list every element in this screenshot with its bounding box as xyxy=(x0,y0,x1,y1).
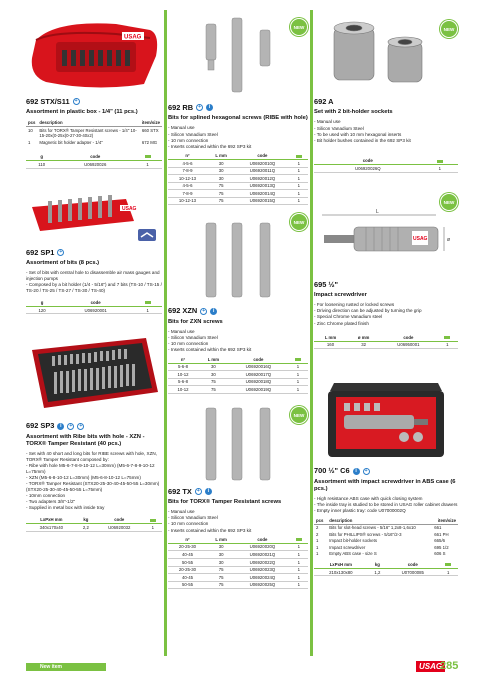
product-photo-695 xyxy=(314,199,458,277)
svg-text:USAG: USAG xyxy=(413,235,428,242)
product-title: Impact screwdriver xyxy=(314,291,367,298)
spec-table: n° L mm code 4-5-6 30 U06920010Q 1 7-8-9 30 U06920011Q 1 10-12-13 30 U06920012Q 1 4-5-6 75 U06920013Q 1 7-8-9 75 U06920014Q 1 10-12-13 75 U06920015Q 1 xyxy=(168,153,308,206)
product-title: Assortment with Ribe bits with hole - XZN - TORX® Tamper Resistant (40 pcs.) xyxy=(26,433,145,447)
feature-list: - Manual use - Silicon Vanadium Steel - 10 mm connection - Inserts contained within the 692 SP3 kit xyxy=(168,329,308,353)
table-row: 2 Bits for PHILLIPS® screws - 5/16"/2-3 661 PH xyxy=(316,531,449,537)
info-icon: + xyxy=(196,104,203,111)
spec-table: n° L mm code 20-25-30 30 U06920020Q 1 40-45 30 U06920021Q 1 50-55 30 U06920022Q 1 20-25-30 75 U06920023Q 1 40-45 75 U06920024Q 1 50-55 75 U06920025Q 1 xyxy=(168,536,308,589)
info-icon: + xyxy=(363,468,370,475)
new-badge: NEW xyxy=(290,18,308,36)
product-title: Bits for ZXN screws xyxy=(168,318,223,325)
info-icon: i xyxy=(206,104,213,111)
table-row: 10-12 75 U06920019Q 1 xyxy=(168,386,308,394)
table-row: 1 Impact screwdriver 695 1/2 xyxy=(316,544,449,550)
table-row: 1 Empty ABS case - size S 606 S xyxy=(316,551,446,557)
product-code-692-xzn: 692 XZN + i xyxy=(168,306,308,315)
table-row: 10-12 30 U06920017Q 1 xyxy=(168,371,308,379)
table-row: 1 Magnetic bit holder adapter - 1/4" 672 MG xyxy=(28,139,158,145)
product-code-692-stx: 692 STX/S11 + xyxy=(26,97,162,106)
table-row: 120 U06920001 1 xyxy=(26,306,162,314)
spec-table: n° L mm code 5-6-8 30 U06920016Q 1 10-12 30 U06920017Q 1 5-6-8 75 U06920018Q 1 10-12 75 U06920019Q 1 xyxy=(168,356,308,394)
svg-text:USAG: USAG xyxy=(124,34,142,41)
feature-list: - Manual use - Silicon Vanadium Steel - 10 mm connection - Inserts contained within the 692 SP3 kit xyxy=(168,509,308,533)
feature-list: - Set of bits with central hole to disassemble air mass gauges and injection pumps - Composed by a bit holder (1/4 - 5/16") and 7 bits (TS-10 / TS-15 / TS-20 / TS-25 / TS-27 / TS-30 / TS-40) xyxy=(26,270,162,293)
feature-list: - Manual use - Silicon Vanadium Steel - To be used with 10 mm hexagonal inserts - Bit holder bushes contained in the 692 SP3 kit xyxy=(314,119,458,143)
product-photo-692-tx xyxy=(168,400,308,484)
spec-table: L mm ø mm code 160 32 U06950001 1 xyxy=(314,334,458,349)
table-row: 50-55 75 U06920025Q 1 xyxy=(168,581,308,589)
table-row: 340x170x40 2,2 U06920032 1 xyxy=(26,524,162,532)
brand-logo: USAG xyxy=(416,661,445,672)
product-photo-692-sp3 xyxy=(26,328,162,418)
feature-list: - High resistance ABS case with quick closing system - The inside tray is studied to be stored in USAG roller cabinet drawers - Empty inner plastic tray: code U07000002Q xyxy=(314,496,458,514)
table-row: 20-25-30 30 U06920020Q 1 xyxy=(168,543,308,551)
spec-table: LxPxH mm kg code 210x130x80 1,2 U07000085 1 xyxy=(314,561,458,576)
new-badge: NEW xyxy=(440,193,458,211)
table-row: 5-6-8 75 U06920018Q 1 xyxy=(168,378,308,386)
info-icon: + xyxy=(195,488,202,495)
dimension-label: ø xyxy=(447,236,451,243)
page-footer xyxy=(26,661,458,673)
table-row: 4-5-6 75 U06920013Q 1 xyxy=(168,182,308,190)
table-row: 160 32 U06950001 1 xyxy=(314,341,458,349)
product-title: Bits for TORX® Tamper Resistant screws xyxy=(168,499,282,505)
product-photo-700-c6 xyxy=(314,375,458,463)
column-left xyxy=(26,10,162,532)
feature-list: - For loosening rusted or locked screws - Driving direction can be adjusted by turning the grip - Special Chrome Vanadium steel - Zinc Chrome plated finish xyxy=(314,302,458,326)
info-icon: i xyxy=(353,468,360,475)
table-row: U06920026Q 1 xyxy=(314,165,458,173)
table-row: 2 Bits for slot-head screws - 5/16" 1,2x8-1,6x10 661 xyxy=(316,525,442,531)
svg-text:USAG: USAG xyxy=(122,205,137,212)
column-middle xyxy=(168,10,308,589)
table-row: 10 Bits for TORX® Tamper Resistant screws - 1/4" 10-15-20x(0-25x(0-27-30-40x2) 660 STX xyxy=(28,127,159,138)
feature-list: - Set with 40 short and long bits for RIBE screws with hole, XZN, TORX® Tamper Resistant composed by: - Ribe with hole M5-6-7-8-9-10-12 L=30mm) (M5-6-7-8-9-10-12 L=75mm) - XZN (M5-6-8-10-12 L=30mm) (M5-6-8-10-12 L=75mm) - TORX® Tamper Resistant (STX20-25-30-40-45-50-55 L=30mm) (STX20-25-30-40-45-50-55 L=75mm) - 10mm connection - Two adapters 3/8"-1/2" - Supplied in metal box with inside tray xyxy=(26,451,162,511)
product-title: Assortment of bits (8 pcs.) xyxy=(26,259,100,266)
product-code-692-rb: 692 RB + i xyxy=(168,103,308,112)
spec-table: LxPxH mm kg code 340x170x40 2,2 U06920032 1 xyxy=(26,517,162,532)
info-icon: + xyxy=(73,98,80,105)
table-row: 110 U06920026 1 xyxy=(26,161,162,169)
info-icon: + xyxy=(200,308,207,315)
product-title: Bits for splined hexagonal screws (RIBE with hole) xyxy=(168,115,308,122)
table-row: 40-45 30 U06920021Q 1 xyxy=(168,551,308,559)
column-divider-1 xyxy=(164,10,167,656)
product-code-692-sp1: 692 SP1 + xyxy=(26,248,162,257)
info-icon: i xyxy=(57,423,64,430)
column-divider-2 xyxy=(310,10,313,656)
product-title: Assortment with impact screwdriver in ABS case (6 pcs.) xyxy=(314,478,456,492)
product-title: Assortment in plastic box - 1/4" (11 pcs.) xyxy=(26,109,138,116)
spec-table: code U06920026Q 1 xyxy=(314,158,458,173)
product-code-700-c6: 700 ½" C6 i + xyxy=(314,466,458,475)
product-code-695: 695 ½" xyxy=(314,279,339,289)
table-row: 40-45 75 U06920024Q 1 xyxy=(168,574,308,582)
new-badge: NEW xyxy=(290,406,308,424)
new-item-legend: New item xyxy=(26,663,106,671)
table-row: 10-12-13 30 U06920012Q 1 xyxy=(168,175,308,183)
info-icon: i xyxy=(210,308,217,315)
feature-list: - Manual use - Silicon Vanadium Steel - 10 mm connection - Inserts contained within the 692 SP3 kit xyxy=(168,125,308,149)
info-icon: + xyxy=(77,423,84,430)
product-title: Set with 2 bit-holder sockets xyxy=(314,109,393,116)
table-row: 5-6-8 30 U06920016Q 1 xyxy=(168,363,308,371)
dimension-label: L xyxy=(376,208,379,215)
info-icon: + xyxy=(57,249,64,256)
table-row: 50-55 30 U06920022Q 1 xyxy=(168,558,308,566)
product-photo-692-sp1 xyxy=(26,181,162,245)
product-code-692-sp3: 692 SP3 i + + xyxy=(26,421,162,430)
spec-table: g code 110 U06920026 1 xyxy=(26,153,162,168)
column-right xyxy=(314,10,458,576)
product-photo-692-stx xyxy=(26,10,162,94)
table-row: 4-5-6 30 U06920010Q 1 xyxy=(168,160,308,168)
table-row: 210x130x80 1,2 U07000085 1 xyxy=(314,568,458,576)
product-photo-692-rb xyxy=(168,10,308,100)
table-row: 1 Impact bit-holder sockets 665/6 xyxy=(316,538,446,544)
table-row: 7-8-9 30 U06920011Q 1 xyxy=(168,167,308,175)
page-number: 285 xyxy=(440,660,459,672)
new-badge: NEW xyxy=(440,20,458,38)
new-badge: NEW xyxy=(290,213,308,231)
table-row: 10-12-13 75 U06920015Q 1 xyxy=(168,197,308,205)
contents-table: pcs description item/size 10 Bits for TORX® Tamper Resistant screws - 1/4" 10-15-20x(0-25x(0-27-30-40x2) 660 STX 1 Magnetic bit holder adapter - 1/4" 672 MG xyxy=(28,120,160,145)
product-code-692-a: 692 A xyxy=(314,97,334,106)
info-icon: + xyxy=(67,423,74,430)
info-icon: i xyxy=(205,488,212,495)
product-photo-692-a xyxy=(314,10,458,94)
spec-table: g code 120 U06920001 1 xyxy=(26,299,162,314)
product-code-692-tx: 692 TX + i xyxy=(168,487,308,496)
table-row: 7-8-9 75 U06920014Q 1 xyxy=(168,190,308,198)
product-photo-692-xzn xyxy=(168,211,308,303)
table-row: 20-25-30 75 U06920023Q 1 xyxy=(168,566,308,574)
contents-table: pcs description item/size 2 Bits for slot-head screws - 5/16" 1,2x8-1,6x10 661 2 Bits for PHILLIPS® screws - 5/16"/2-3 661 PH 1 Impact bit-holder sockets 665/6 1 Impact screwdriver 695 1/2 1 Empty ABS case - size S 606 S xyxy=(316,517,456,557)
